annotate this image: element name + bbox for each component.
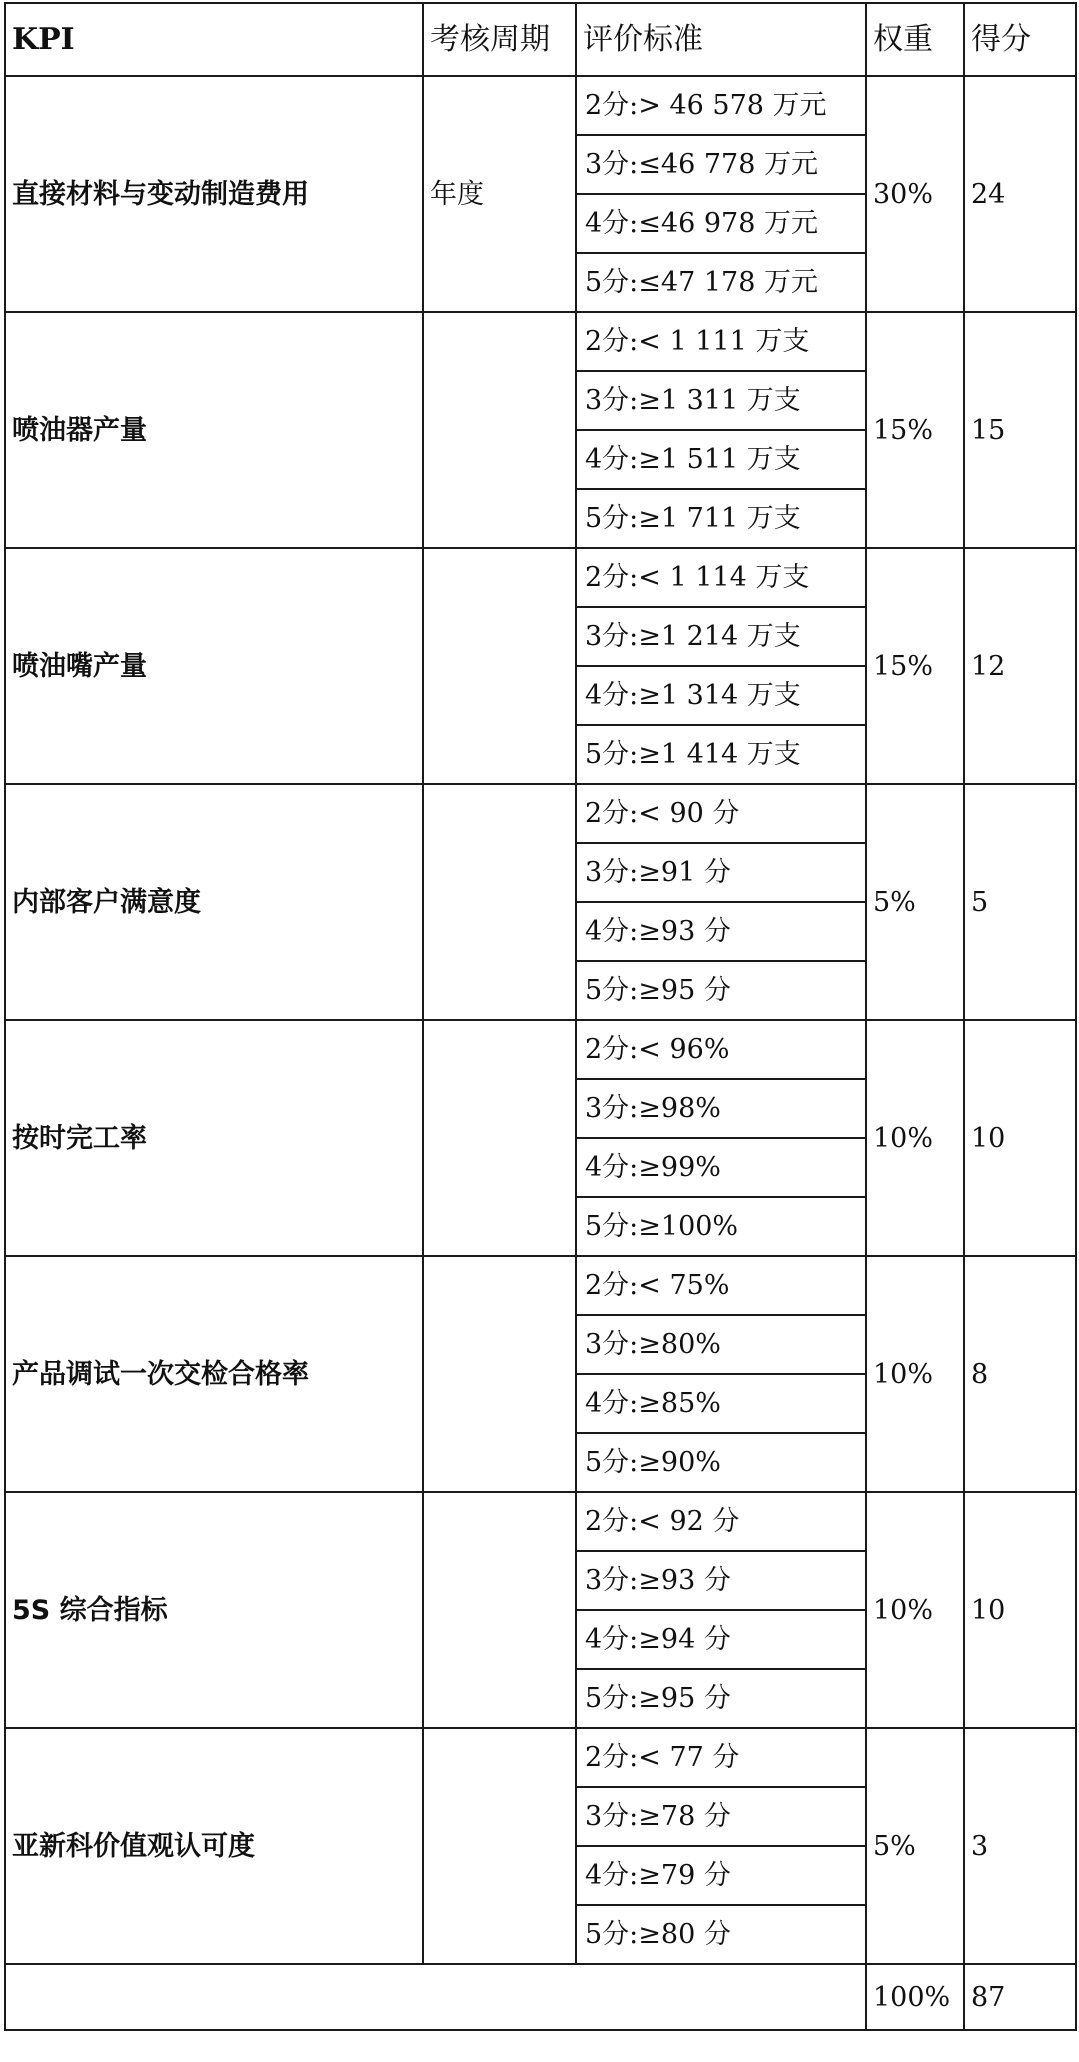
criterion-cell: 2分:< 75% (576, 1256, 866, 1315)
header-kpi: KPI (5, 3, 423, 76)
kpi-name-cell: 直接材料与变动制造费用 (5, 76, 423, 312)
table-row (5, 1020, 1076, 1079)
period-cell (423, 784, 576, 1020)
period-cell (423, 1492, 576, 1728)
criterion-cell: 5分:≥100% (576, 1197, 866, 1256)
table-row (5, 784, 1076, 843)
criterion-cell: 4分:≥85% (576, 1374, 866, 1433)
criterion-cell: 4分:≥1 511 万支 (576, 430, 866, 489)
header-criteria: 评价标准 (576, 3, 866, 76)
criterion-cell: 4分:≥99% (576, 1138, 866, 1197)
score-cell: 3 (964, 1728, 1076, 1964)
criterion-cell: 3分:≤46 778 万元 (576, 135, 866, 194)
criterion-cell: 2分:< 77 分 (576, 1728, 866, 1787)
criterion-cell: 5分:≥1 414 万支 (576, 725, 866, 784)
criterion-cell: 4分:≤46 978 万元 (576, 194, 866, 253)
score-cell: 24 (964, 76, 1076, 312)
header-score: 得分 (964, 3, 1076, 76)
weight-cell: 5% (866, 784, 964, 1020)
header-period: 考核周期 (423, 3, 576, 76)
criterion-cell: 3分:≥78 分 (576, 1787, 866, 1846)
criterion-cell: 4分:≥79 分 (576, 1846, 866, 1905)
criterion-cell: 3分:≥80% (576, 1315, 866, 1374)
period-cell: 年度 (423, 76, 576, 312)
period-cell (423, 312, 576, 548)
period-cell (423, 548, 576, 784)
total-row (5, 1964, 1076, 2030)
score-cell: 12 (964, 548, 1076, 784)
weight-cell: 10% (866, 1020, 964, 1256)
score-cell: 10 (964, 1020, 1076, 1256)
kpi-name-cell: 产品调试一次交检合格率 (5, 1256, 423, 1492)
weight-cell: 15% (866, 312, 964, 548)
criterion-cell: 2分:< 1 111 万支 (576, 312, 866, 371)
score-cell: 5 (964, 784, 1076, 1020)
weight-cell: 5% (866, 1728, 964, 1964)
kpi-name-cell: 喷油器产量 (5, 312, 423, 548)
header-row (5, 3, 1076, 76)
criterion-cell: 3分:≥1 311 万支 (576, 371, 866, 430)
weight-cell: 30% (866, 76, 964, 312)
header-weight: 权重 (866, 3, 964, 76)
table-row (5, 312, 1076, 371)
table-row (5, 76, 1076, 135)
criterion-cell: 3分:≥93 分 (576, 1551, 866, 1610)
kpi-name-cell: 喷油嘴产量 (5, 548, 423, 784)
kpi-table-body (5, 76, 1076, 1964)
criterion-cell: 3分:≥1 214 万支 (576, 607, 866, 666)
total-label-cell (5, 1964, 866, 2030)
kpi-name-cell: 按时完工率 (5, 1020, 423, 1256)
criterion-cell: 5分:≥1 711 万支 (576, 489, 866, 548)
criterion-cell: 5分:≥95 分 (576, 1669, 866, 1728)
criterion-cell: 3分:≥91 分 (576, 843, 866, 902)
kpi-name-cell: 内部客户满意度 (5, 784, 423, 1020)
kpi-name-cell: 5S 综合指标 (5, 1492, 423, 1728)
table-row (5, 1492, 1076, 1551)
criterion-cell: 5分:≥80 分 (576, 1905, 866, 1964)
criterion-cell: 5分:≤47 178 万元 (576, 253, 866, 312)
score-cell: 8 (964, 1256, 1076, 1492)
kpi-table (4, 2, 1077, 2031)
criterion-cell: 4分:≥1 314 万支 (576, 666, 866, 725)
period-cell (423, 1020, 576, 1256)
total-weight: 100% (866, 1964, 964, 2030)
criterion-cell: 3分:≥98% (576, 1079, 866, 1138)
weight-cell: 10% (866, 1492, 964, 1728)
criterion-cell: 2分:< 90 分 (576, 784, 866, 843)
criterion-cell: 5分:≥95 分 (576, 961, 866, 1020)
criterion-cell: 4分:≥93 分 (576, 902, 866, 961)
criterion-cell: 2分:> 46 578 万元 (576, 76, 866, 135)
period-cell (423, 1256, 576, 1492)
period-cell (423, 1728, 576, 1964)
table-row (5, 1728, 1076, 1787)
score-cell: 15 (964, 312, 1076, 548)
table-row (5, 548, 1076, 607)
kpi-name-cell: 亚新科价值观认可度 (5, 1728, 423, 1964)
weight-cell: 15% (866, 548, 964, 784)
score-cell: 10 (964, 1492, 1076, 1728)
weight-cell: 10% (866, 1256, 964, 1492)
criterion-cell: 2分:< 96% (576, 1020, 866, 1079)
criterion-cell: 2分:< 1 114 万支 (576, 548, 866, 607)
total-score: 87 (964, 1964, 1076, 2030)
table-row (5, 1256, 1076, 1315)
criterion-cell: 4分:≥94 分 (576, 1610, 866, 1669)
criterion-cell: 5分:≥90% (576, 1433, 866, 1492)
criterion-cell: 2分:< 92 分 (576, 1492, 866, 1551)
